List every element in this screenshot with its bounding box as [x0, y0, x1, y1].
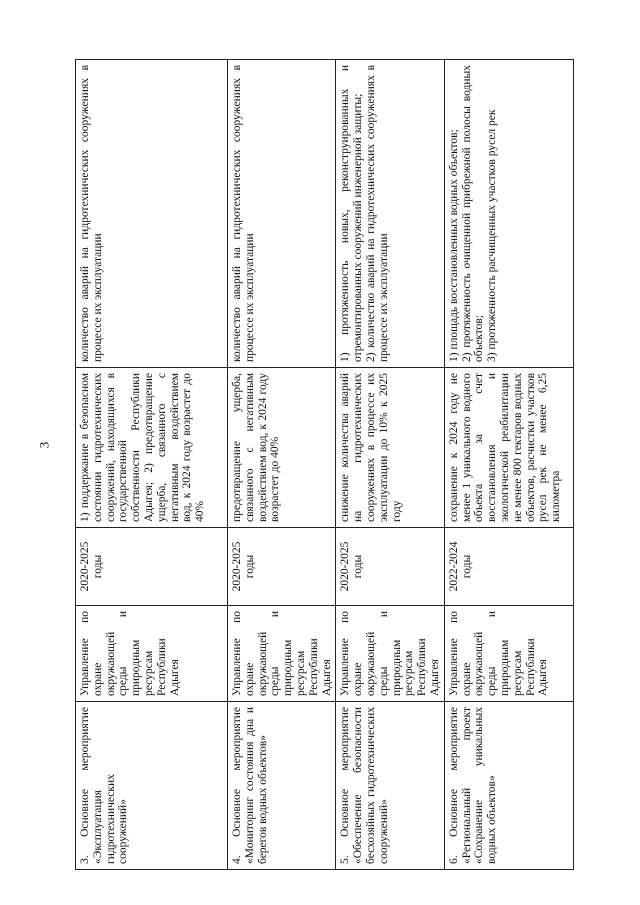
- executor-cell: Управление по охране окружающей среды и природным ресурсам Республики Адыгея: [336, 606, 444, 702]
- period-cell: 2022-2024 годы: [444, 528, 573, 606]
- indicators-cell: [76, 60, 228, 368]
- table-row: [336, 60, 444, 870]
- measure-cell: 3. Основное мероприятие «Эксплуатация гидротехнических сооружений»: [76, 702, 228, 870]
- rotated-page-content: [75, 60, 563, 870]
- page-number: 3: [36, 441, 52, 449]
- executor-cell: Управление по охране окружающей среды и природным ресурсам Республики Адыгея: [228, 606, 336, 702]
- executor-cell: Управление по охране окружающей среды и природным ресурсам Республики Адыгея: [76, 606, 228, 702]
- indicator-line: 3) протяженность расчищенных участков русел рек: [486, 109, 499, 362]
- indicator-line: количество аварий на гидротехнических сооружениях в процессе их эксплуатации: [79, 65, 104, 362]
- indicator-line: 1) протяженность новых, реконструированных и отремонтированных сооружений инженерной защиты;: [339, 65, 365, 362]
- measure-cell: 5. Основное мероприятие «Обеспечение безопасности бесхозяйных гидротехнических сооружений»: [336, 702, 444, 870]
- result-cell: 1) поддержание в безопасном состоянии гидротехнических сооружений, находящихся в государственной собственности Республики Адыгея; 2) предотвращение ущерба, связанного с негативным воздействием вод, к 2024 году возрастет до 40%: [76, 368, 228, 528]
- result-cell: предотвращение ущерба, связанного с негативным воздействием вод, к 2024 году возрастет до 40%: [228, 368, 336, 528]
- result-cell: сохранение к 2024 году не менее 1 уникального водного объекта за счет восстановления и экологической реабилитации не менее 800 гектаров водных объектов, расчистки участков русел рек не менее 6,25 километра: [444, 368, 573, 528]
- indicators-cell: [228, 60, 336, 368]
- indicator-line: количество аварий на гидротехнических сооружениях в процессе их эксплуатации: [231, 65, 256, 362]
- table-row: [76, 60, 228, 870]
- indicators-cell: [444, 60, 573, 368]
- table-row: [444, 60, 573, 870]
- executor-cell: Управление по охране окружающей среды и природным ресурсам Республики Адыгея: [444, 606, 573, 702]
- measure-cell: 6. Основное мероприятие «Региональный проект «Сохранение уникальных водных объектов»: [444, 702, 573, 870]
- table-row: [228, 60, 336, 870]
- indicator-line: 2) количество аварий на гидротехнических сооружениях в процессе их эксплуатации: [364, 65, 390, 362]
- period-cell: 2020-2025 годы: [228, 528, 336, 606]
- period-cell: 2020-2025 годы: [336, 528, 444, 606]
- period-cell: 2020-2025 годы: [76, 528, 228, 606]
- indicator-line: 2) протяженность очищенной прибрежной полосы водных объектов;: [460, 65, 486, 362]
- indicators-cell: [336, 60, 444, 368]
- program-measures-table: [75, 59, 574, 870]
- indicator-line: 1) площадь восстановленных водных объектов;: [447, 129, 460, 362]
- result-cell: снижение количества аварий на гидротехнических сооружениях в процессе их эксплуатации до 10% к 2025 году: [336, 368, 444, 528]
- measure-cell: 4. Основное мероприятие «Мониторинг состояния дна и берегов водных объектов»: [228, 702, 336, 870]
